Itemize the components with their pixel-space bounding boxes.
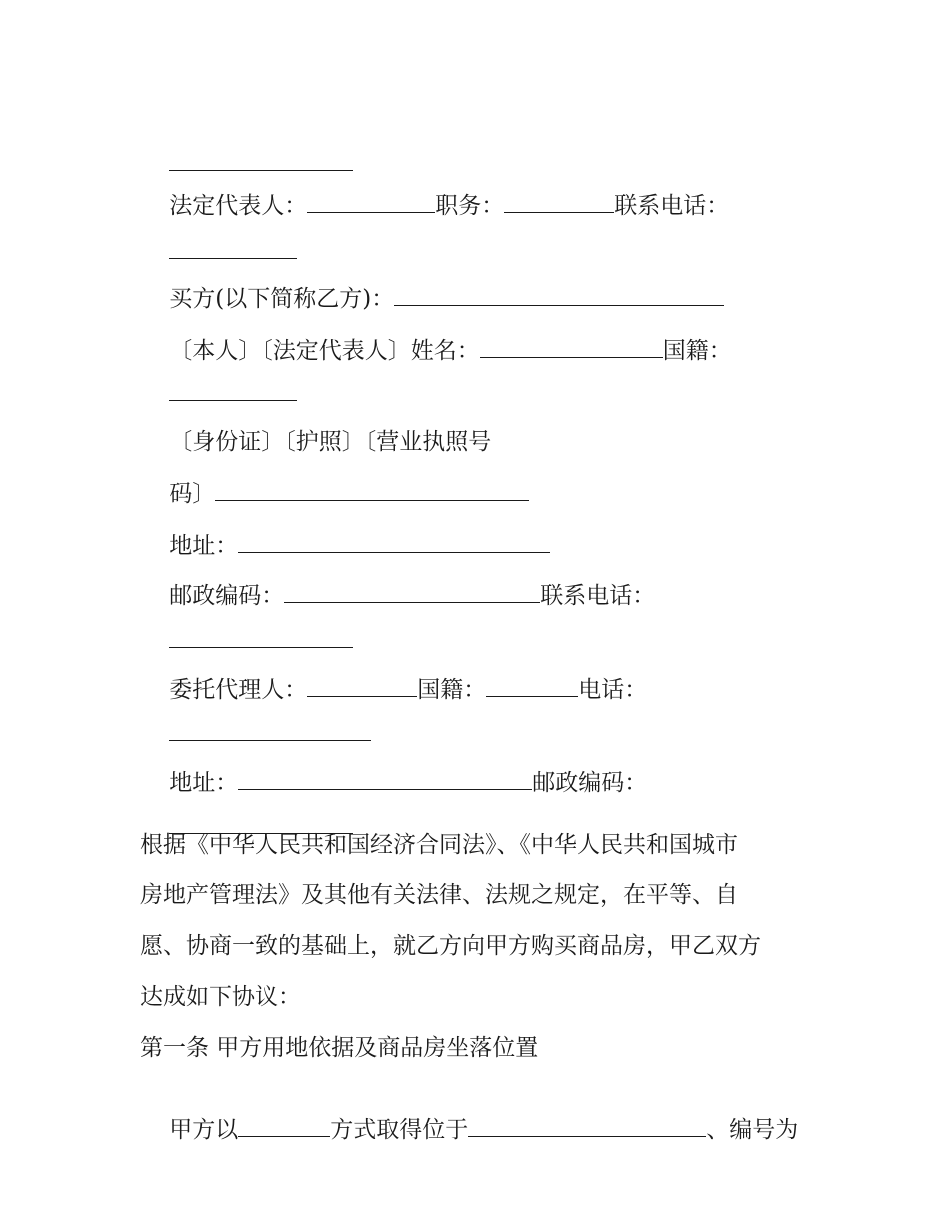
position-blank[interactable] <box>504 190 614 213</box>
buyer-nationality-label: 国籍： <box>662 338 732 364</box>
article-1-text-part2: 方式取得位于 <box>330 1117 469 1143</box>
acquisition-method-blank[interactable] <box>238 1114 330 1137</box>
preamble-line-2: 房地产管理法》及其他有关法律、法规之规定，在平等、自 <box>140 882 738 908</box>
buyer-id-label-part1: 〔身份证〕〔护照〕〔营业执照号 <box>169 429 492 455</box>
buyer-id-label-part2: 码〕 <box>169 481 216 507</box>
agent-phone-blank-line <box>140 688 371 720</box>
buyer-id-label-line <box>140 397 492 455</box>
buyer-id-number-blank[interactable] <box>215 478 529 501</box>
buyer-identity-line <box>140 305 732 364</box>
position-label: 职务： <box>435 193 505 219</box>
article-1-text-part1: 甲方以 <box>169 1117 239 1143</box>
land-location-blank[interactable] <box>468 1114 706 1137</box>
buyer-phone-blank-line <box>140 595 353 627</box>
buyer-name-blank[interactable] <box>394 283 724 306</box>
preamble-line-4: 达成如下协议： <box>140 984 301 1010</box>
buyer-id-number-line <box>140 448 529 507</box>
agent-label: 委托代理人： <box>169 677 308 703</box>
seller-blank-continuation <box>140 118 353 150</box>
buyer-phone-label: 联系电话： <box>540 583 656 609</box>
article-1-heading: 第一条 甲方用地依据及商品房坐落位置 <box>140 1035 539 1061</box>
buyer-title-label: 买方(以下简称乙方)： <box>169 286 395 312</box>
agent-postcode-label: 邮政编码： <box>532 770 648 796</box>
agent-phone-label: 电话： <box>578 677 648 703</box>
agent-nationality-blank[interactable] <box>486 674 578 697</box>
preamble-line-1: 根据《中华人民共和国经济合同法》、《中华人民共和国城市 <box>140 832 738 858</box>
agent-postcode-blank-line <box>140 781 353 813</box>
seller-phone-label: 联系电话： <box>614 193 730 219</box>
agent-address-line <box>140 737 648 796</box>
article-1-text-part3: 、编号为 <box>706 1117 799 1143</box>
buyer-nationality-blank-line <box>140 348 297 380</box>
buyer-identity-label: 〔本人〕〔法定代表人〕姓名： <box>169 338 480 364</box>
seller-phone-blank-line <box>140 206 297 238</box>
buyer-address-label: 地址： <box>169 533 239 559</box>
seller-rep-line <box>140 160 730 219</box>
agent-address-label: 地址： <box>169 770 239 796</box>
buyer-person-name-blank[interactable] <box>480 335 663 358</box>
buyer-address-line <box>140 500 550 559</box>
preamble-line-3: 愿、协商一致的基础上，就乙方向甲方购买商品房，甲乙双方 <box>140 933 761 959</box>
buyer-postcode-line <box>140 550 656 609</box>
article-1-text-line <box>140 1084 799 1143</box>
agent-nationality-label: 国籍： <box>417 677 487 703</box>
buyer-postcode-label: 邮政编码： <box>169 583 285 609</box>
legal-rep-label: 法定代表人： <box>169 193 308 219</box>
legal-rep-blank[interactable] <box>307 190 435 213</box>
buyer-title-line <box>140 253 724 312</box>
agent-line <box>140 644 648 703</box>
